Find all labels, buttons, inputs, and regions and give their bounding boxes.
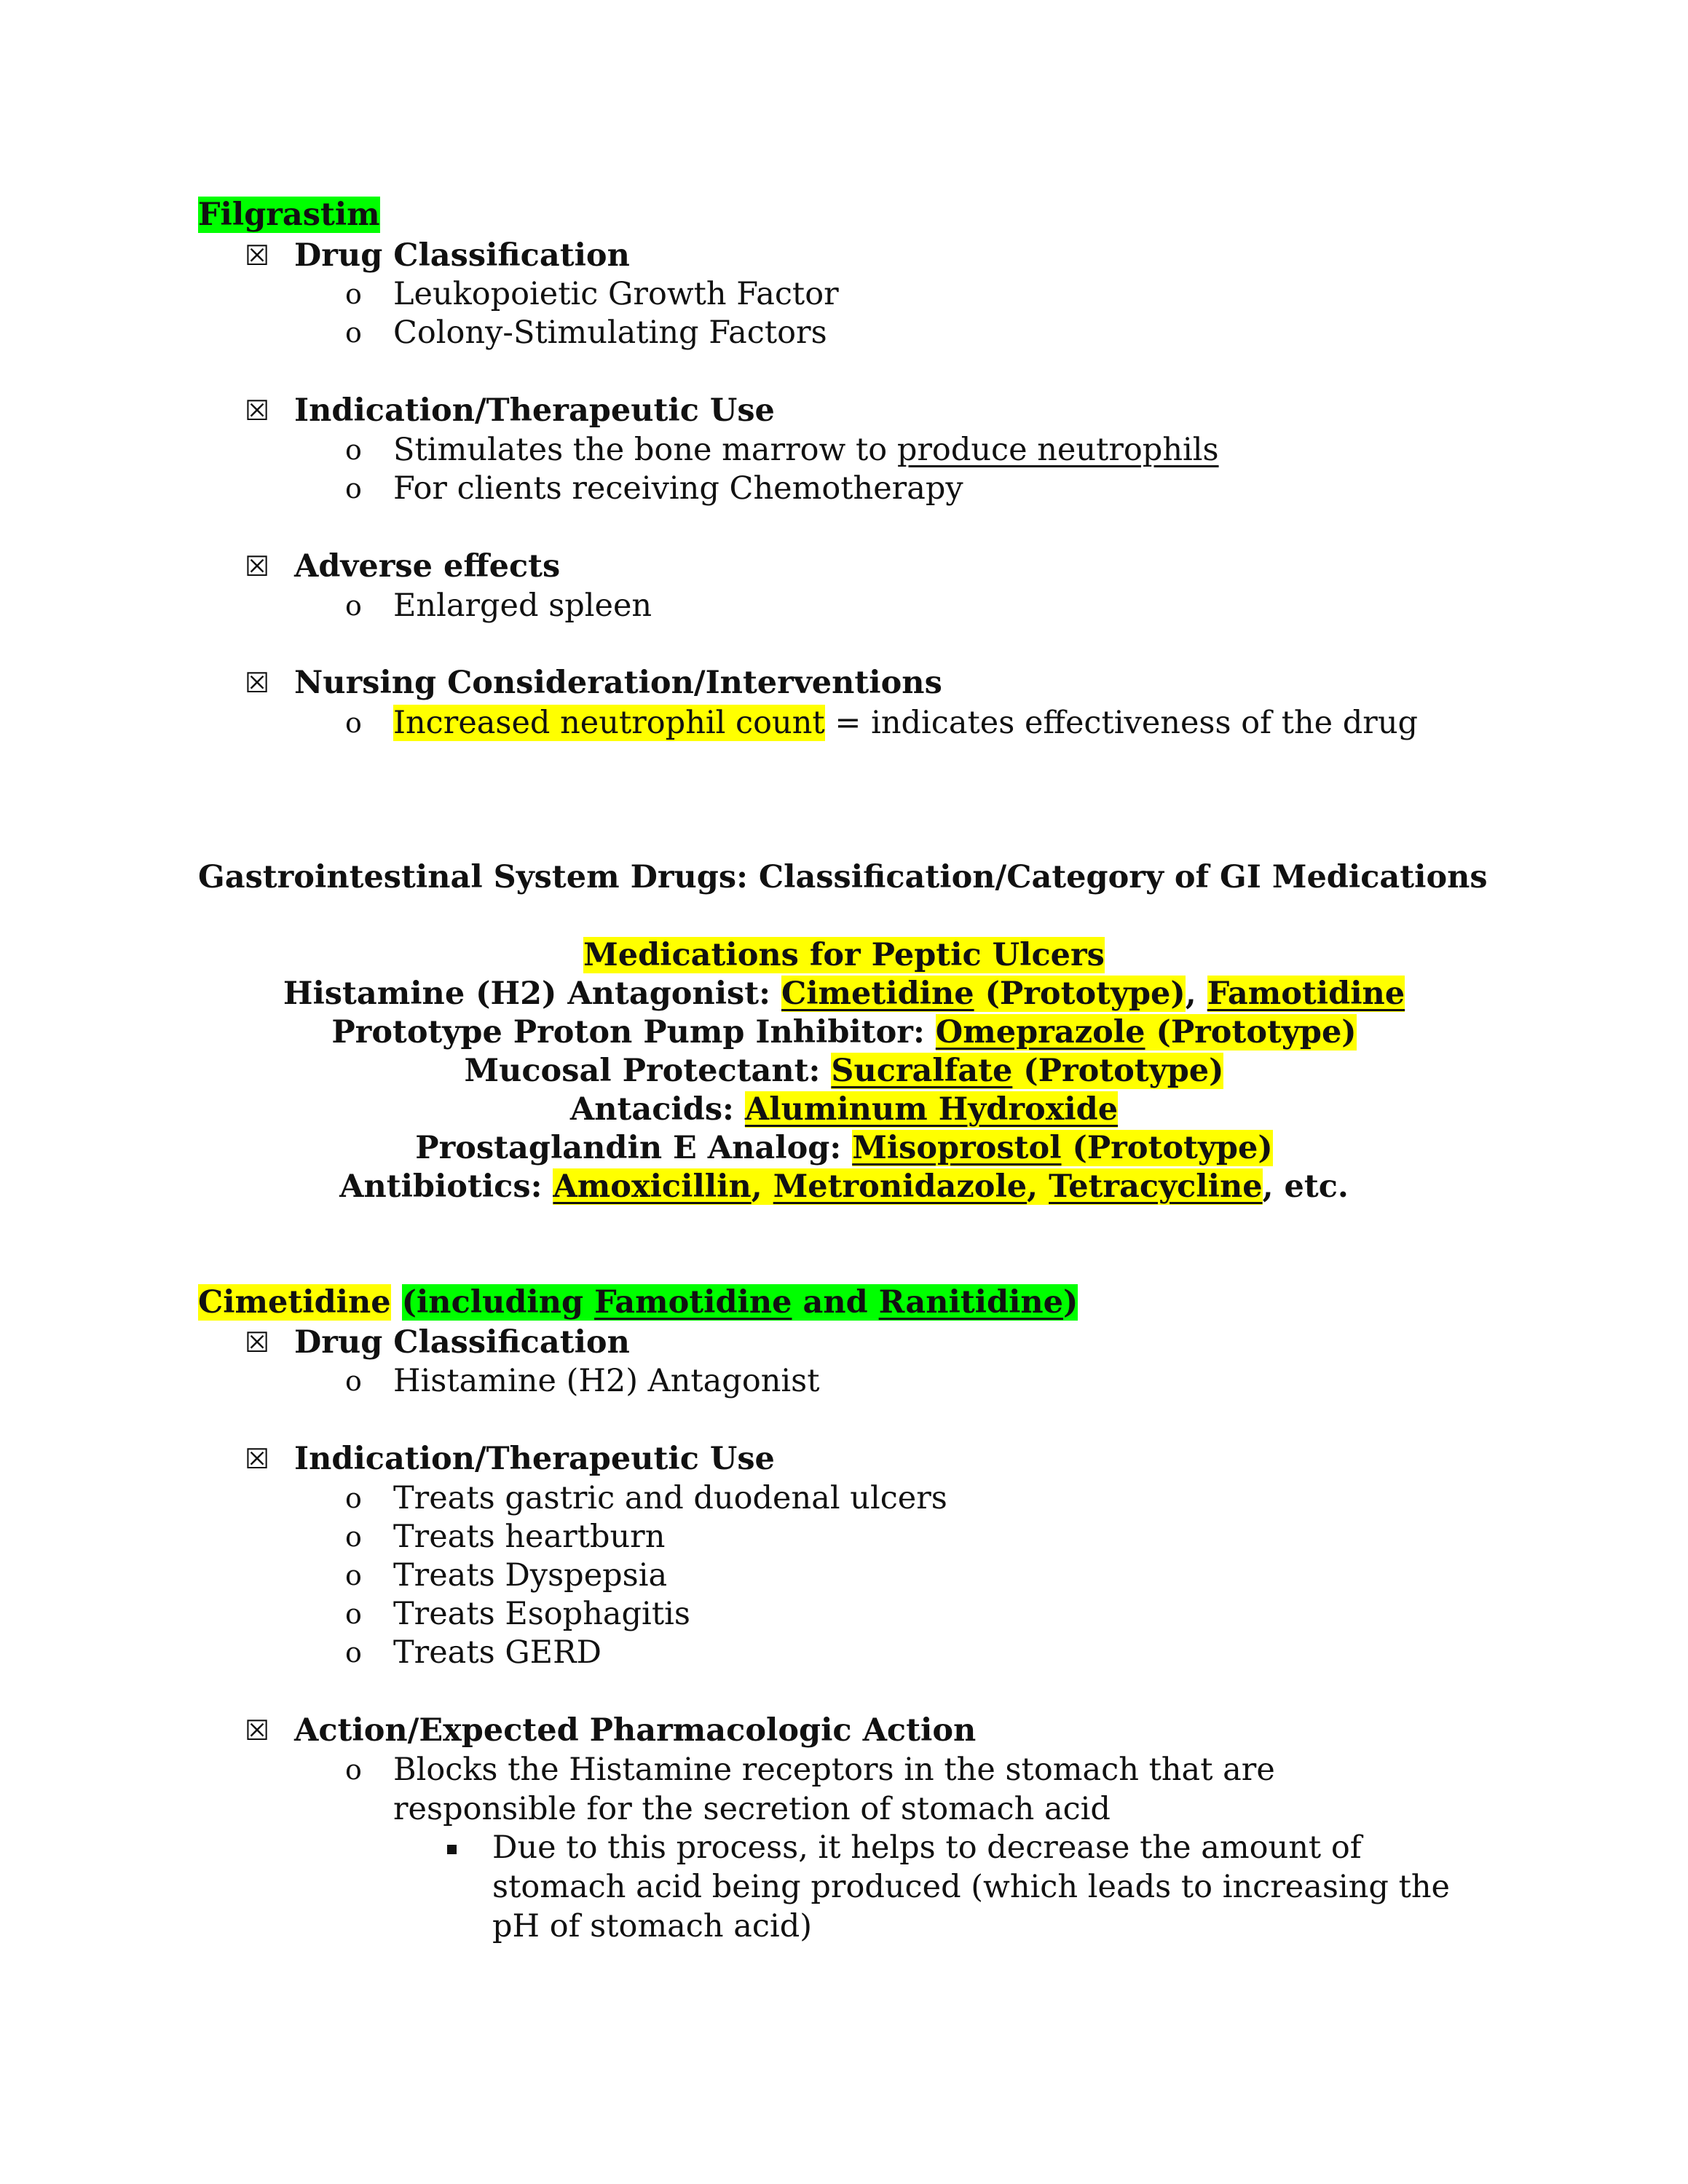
circle-bullet-icon: o — [345, 1559, 362, 1591]
section-heading: Indication/Therapeutic Use — [294, 392, 775, 429]
checkbox-bullet-icon: ☒ — [245, 240, 270, 272]
list-item: Colony-Stimulating Factors — [393, 314, 827, 351]
antibiotics-line: Antibiotics: Amoxicillin, Metronidazole, Tetracycline, etc. — [339, 1168, 1349, 1205]
section-heading: Drug Classification — [294, 237, 630, 274]
circle-bullet-icon: o — [345, 1365, 362, 1397]
list-subitem: Due to this process, it helps to decrease the amount of stomach acid being produced (which leads to increasing the pH of stomach acid) — [492, 1829, 1450, 1944]
circle-bullet-icon: o — [345, 1637, 362, 1669]
list-item: Histamine (H2) Antagonist — [393, 1363, 820, 1399]
list-item: Increased neutrophil count = indicates effectiveness of the drug — [393, 705, 1419, 741]
mucosal-protectant-line: Mucosal Protectant: Sucralfate (Prototype) — [464, 1053, 1224, 1089]
circle-bullet-icon: o — [345, 590, 362, 622]
list-item: For clients receiving Chemotherapy — [393, 470, 963, 507]
checkbox-bullet-icon: ☒ — [245, 1443, 270, 1475]
circle-bullet-icon: o — [345, 1754, 362, 1786]
square-bullet-icon — [447, 1845, 457, 1854]
peptic-ulcers-title: Medications for Peptic Ulcers — [583, 937, 1105, 973]
list-item: Blocks the Histamine receptors in the stomach that are responsible for the secretion of stomach acid — [393, 1752, 1275, 1827]
section-heading: Adverse effects — [294, 548, 561, 585]
section-heading: Drug Classification — [294, 1324, 630, 1361]
checkbox-bullet-icon: ☒ — [245, 667, 270, 699]
antacids-line: Antacids: Aluminum Hydroxide — [569, 1091, 1119, 1128]
ppi-line: Prototype Proton Pump Inhibitor: Omeprazole (Prototype) — [331, 1014, 1357, 1051]
checkbox-bullet-icon: ☒ — [245, 550, 270, 582]
list-item: Stimulates the bone marrow to produce neutrophils — [393, 432, 1219, 468]
circle-bullet-icon: o — [345, 707, 362, 739]
section-heading: Indication/Therapeutic Use — [294, 1441, 775, 1477]
h2-antagonist-line: Histamine (H2) Antagonist: Cimetidine (Prototype), Famotidine — [283, 976, 1405, 1012]
list-item: Treats gastric and duodenal ulcers — [393, 1480, 947, 1516]
prostaglandin-line: Prostaglandin E Analog: Misoprostol (Prototype) — [415, 1130, 1273, 1166]
list-item: Treats Esophagitis — [393, 1596, 690, 1632]
list-item: Leukopoietic Growth Factor — [393, 276, 839, 312]
list-item: Treats heartburn — [393, 1519, 666, 1555]
list-item: Enlarged spleen — [393, 587, 652, 624]
circle-bullet-icon: o — [345, 1598, 362, 1630]
circle-bullet-icon: o — [345, 472, 362, 505]
checkbox-bullet-icon: ☒ — [245, 1326, 270, 1358]
section-heading: Nursing Consideration/Interventions — [294, 665, 942, 701]
circle-bullet-icon: o — [345, 434, 362, 466]
checkbox-bullet-icon: ☒ — [245, 395, 270, 427]
circle-bullet-icon: o — [345, 1521, 362, 1553]
list-item: Treats GERD — [393, 1634, 602, 1671]
list-item: Treats Dyspepsia — [393, 1557, 668, 1594]
gi-section-heading: Gastrointestinal System Drugs: Classification/Category of GI Medications — [198, 859, 1488, 895]
circle-bullet-icon: o — [345, 278, 362, 310]
circle-bullet-icon: o — [345, 317, 362, 349]
cimetidine-title: Cimetidine (including Famotidine and Ranitidine) — [198, 1284, 1078, 1321]
checkbox-bullet-icon: ☒ — [245, 1714, 270, 1746]
section-heading: Action/Expected Pharmacologic Action — [294, 1712, 977, 1749]
circle-bullet-icon: o — [345, 1482, 362, 1514]
filgrastim-title: Filgrastim — [198, 197, 380, 233]
